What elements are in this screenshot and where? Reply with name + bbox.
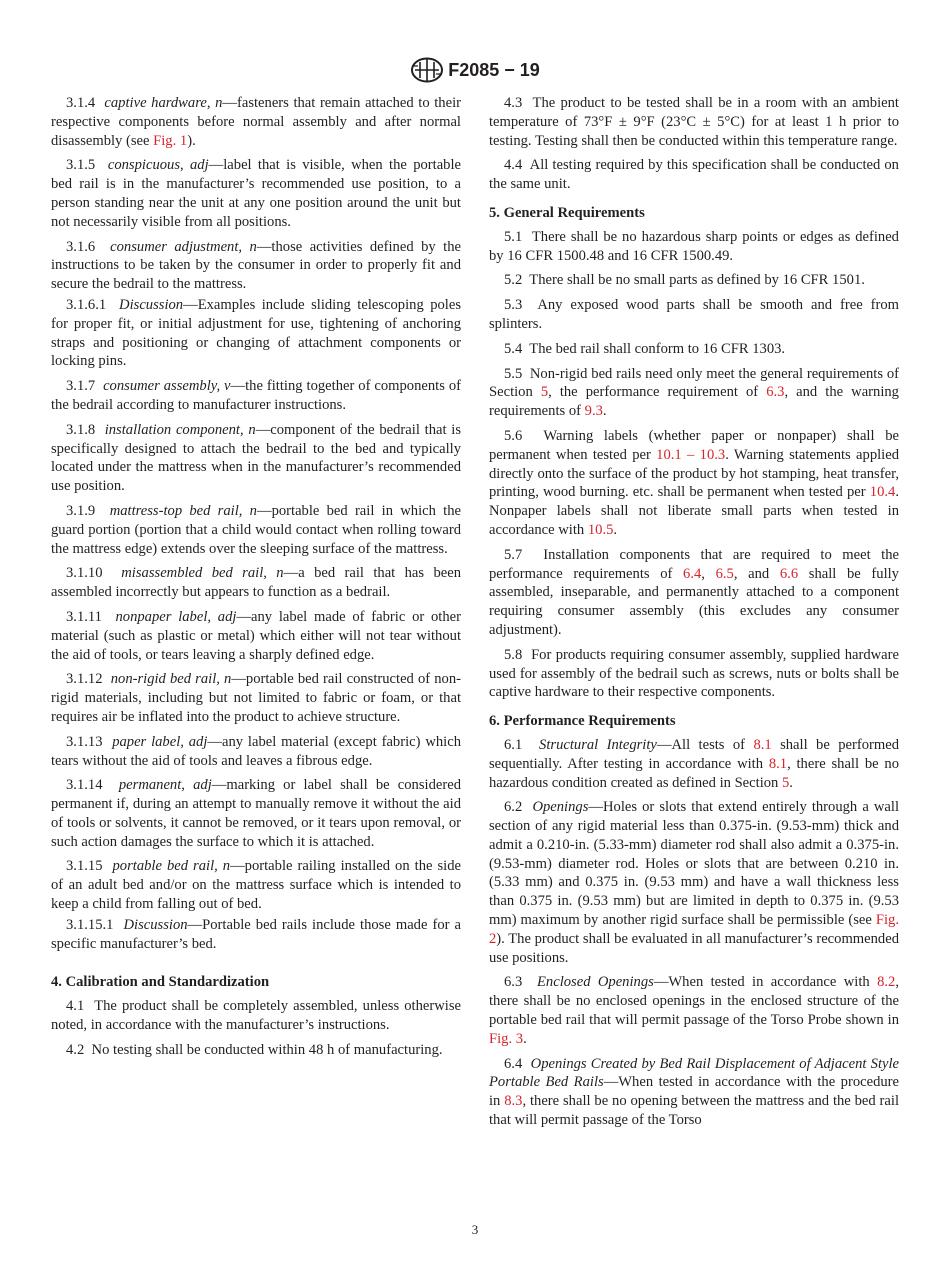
clause-5-1: 5.1 There shall be no hazardous sharp points or edges as defined by 16 CFR 1500.48 and 16 CFR 1500.49.	[489, 228, 899, 264]
clause-4-1: 4.1 The product shall be completely assembled, unless otherwise noted, in accordance with the manufacturer’s instructions.	[51, 998, 461, 1034]
clause-5-3: 5.3 Any exposed wood parts shall be smooth and free from splinters.	[489, 297, 900, 332]
definition-3-1-10: 3.1.10 misassembled bed rail, n—a bed rail that has been assembled incorrectly but appears to function as a bedrail.	[51, 565, 462, 601]
definition-3-1-9: 3.1.9 mattress-top bed rail, n—portable bed rail in which the guard portion (portion that a child would contact when rolling toward the mattress edge) extends over the sleeping surface of the mattress.	[51, 502, 461, 557]
clause-6-4: 6.4 Openings Created by Bed Rail Displacement of Adjacent Style Portable Bed Rails—When tested in accordance with the procedure in 8.3, there shall be no opening between the mattress and the bed rail that will permit passage of the Torso	[489, 1055, 900, 1129]
discussion-3-1-15-1: 3.1.15.1 Discussion—Portable bed rails include those made for a specific manufacturer’s bed.	[51, 916, 461, 952]
clause-8-1-link[interactable]: 8.1	[753, 736, 772, 753]
clause-5-2: 5.2 There shall be no small parts as defined by 16 CFR 1501.	[504, 272, 865, 289]
definition-3-1-13: 3.1.13 paper label, adj—any label material (except fabric) which tears without the aid of tools and leaves a fibrous edge.	[51, 733, 461, 769]
fig-1-link[interactable]: Fig. 1	[153, 132, 188, 149]
definition-3-1-14: 3.1.14 permanent, adj—marking or label shall be considered permanent if, during an attempt to manually remove it without the aid of tools or solvents, it cannot be removed, or it tears upon removal, or such action damages the surface to which it is attached.	[51, 777, 461, 850]
right-column	[489, 94, 899, 1136]
clause-10-5-link[interactable]: 10.5	[587, 521, 614, 538]
definition-3-1-12: 3.1.12 non-rigid bed rail, n—portable bed rail constructed of non-rigid materials, including but not limited to fabric or foam, or that requires air be inflated into the product to achieve structure.	[51, 671, 461, 725]
section-5-link[interactable]: 5	[540, 384, 549, 401]
astm-logo-icon	[410, 57, 444, 83]
clause-6-2: 6.2 Openings—Holes or slots that extend entirely through a wall section of any rigid material less than 0.375-in. (9.53-mm) thick and admit a 0.210-in. (5.33-mm) diameter rod shall also admit a 0.375-in. (9.53-mm) diameter rod. Holes or slots that are between 0.210 in. (5.33 mm) and 0.375 in. (9.53 mm) and have a wall thickness less than 0.375 in. (9.53 mm) but are limited in depth to 0.375 in. (9.53 mm) maximum by another rigid surface shall be permissible (see Fig. 2). The product shall be evaluated in all manufacturer’s recommended use positions.	[489, 799, 900, 966]
clause-4-3: 4.3 The product to be tested shall be in a room with an ambient temperature of 73°F ± 9°F (23°C ± 5°C) for at least 1 h prior to testing. Testing shall then be conducted within this temperature range.	[489, 95, 899, 149]
section-5-heading: 5. General Requirements	[489, 204, 645, 221]
left-column	[51, 94, 461, 1066]
clause-5-8: 5.8 For products requiring consumer assembly, supplied hardware used for assembly of the bedrail such as screws, nuts or bolts shall be captive hardware to their respective components.	[489, 646, 900, 701]
clause-6-4-link[interactable]: 6.4	[683, 565, 702, 582]
discussion-3-1-6-1: 3.1.6.1 Discussion—Examples include sliding telescoping poles for proper fit, or initial adjustment for use, tightening of anchoring straps and positioning or changing of attachment components or locking pins.	[51, 296, 461, 370]
definition-3-1-5: 3.1.5 conspicuous, adj—label that is visible, when the portable bed rail is in the manufacturer’s recommended use position, to a person standing near the unit at any one position around the unit but not necessarily visible from all positions.	[51, 157, 462, 230]
clause-8-3-link[interactable]: 8.3	[504, 1093, 523, 1110]
clause-8-2-link[interactable]: 8.2	[877, 974, 896, 991]
definition-3-1-7: 3.1.7 consumer assembly, v—the fitting together of components of the bedrail according to manufacturer instructions.	[51, 378, 461, 413]
section-5-link-2[interactable]: 5	[782, 774, 790, 791]
page-number: 3	[471, 1222, 479, 1237]
page-header	[0, 56, 950, 84]
clause-9-3-link[interactable]: 9.3	[584, 403, 603, 420]
section-6-heading: 6. Performance Requirements	[489, 713, 676, 730]
clause-6-6-link[interactable]: 6.6	[779, 565, 799, 582]
clause-4-4: 4.4 All testing required by this specification shall be conducted on the same unit.	[489, 157, 899, 193]
definition-3-1-4: 3.1.4 captive hardware, n—fasteners that remain attached to their respective components before normal assembly and after normal disassembly (see Fig. 1).	[51, 95, 461, 149]
definition-3-1-8: 3.1.8 installation component, n—component of the bedrail that is specifically designed to attach the bedrail to the bed and typically located under the mattress when in the manufacturer’s recommended use position.	[51, 421, 462, 495]
section-4-heading: 4. Calibration and Standardization	[51, 974, 270, 991]
standard-designation: F2085 − 19	[448, 59, 540, 80]
clause-6-3-link[interactable]: 6.3	[766, 384, 785, 401]
clause-6-5-link[interactable]: 6.5	[715, 565, 734, 582]
clause-4-2: 4.2 No testing shall be conducted within 48 h of manufacturing.	[66, 1041, 443, 1058]
definition-3-1-15: 3.1.15 portable bed rail, n—portable railing installed on the side of an adult bed and/or on the mattress surface which is intended to keep a child from falling out of bed.	[51, 858, 461, 913]
clause-6-1: 6.1 Structural Integrity—All tests of 8.1 shall be performed sequentially. After testing in accordance with 8.1, there shall be no hazardous condition created as defined in Section 5.	[489, 736, 899, 791]
clause-10-4-link[interactable]: 10.4	[869, 484, 896, 501]
clause-5-4: 5.4 The bed rail shall conform to 16 CFR 1303.	[504, 340, 786, 357]
clause-5-6: 5.6 Warning labels (whether paper or nonpaper) shall be permanent when tested per 10.1 – 10.3. Warning statements applied directly onto the surface of the product by hot stamping, heat transfer, printing, wood burning. etc. shall be permanent when tested per 10.4. Nonpaper labels shall not liberate small parts when tested in accordance with 10.5.	[489, 427, 900, 538]
definition-3-1-11: 3.1.11 nonpaper label, adj—any label made of fabric or other material (such as plastic or metal) which either will not tear without the aid of tools, or tears leaving a sharply defined edge.	[51, 608, 461, 663]
fig-3-link[interactable]: Fig. 3	[489, 1030, 524, 1047]
fig-2-link[interactable]: Fig. 2	[489, 912, 899, 947]
clause-8-1-link-2[interactable]: 8.1	[768, 755, 788, 772]
clause-5-7: 5.7 Installation components that are required to meet the performance requirements of 6.4, 6.5, and 6.6 shall be fully assembled, inseparable, and permanently attached to a component requiring consumer assembly (this excludes any consumer adjustment).	[489, 546, 899, 638]
clause-5-5: 5.5 Non-rigid bed rails need only meet the general requirements of Section 5, the performance requirement of 6.3, and the warning requirements of 9.3.	[489, 365, 899, 420]
clause-6-3: 6.3 Enclosed Openings—When tested in accordance with 8.2, there shall be no enclosed openings in the enclosed structure of the portable bed rail that will permit passage of the Torso Probe shown in Fig. 3.	[489, 974, 899, 1047]
clause-10-1-10-3-link[interactable]: 10.1 – 10.3	[656, 446, 726, 463]
definition-3-1-6: 3.1.6 consumer adjustment, n—those activities defined by the instructions to be taken by the consumer in order to properly fit and secure the bedrail to the mattress.	[51, 238, 461, 293]
